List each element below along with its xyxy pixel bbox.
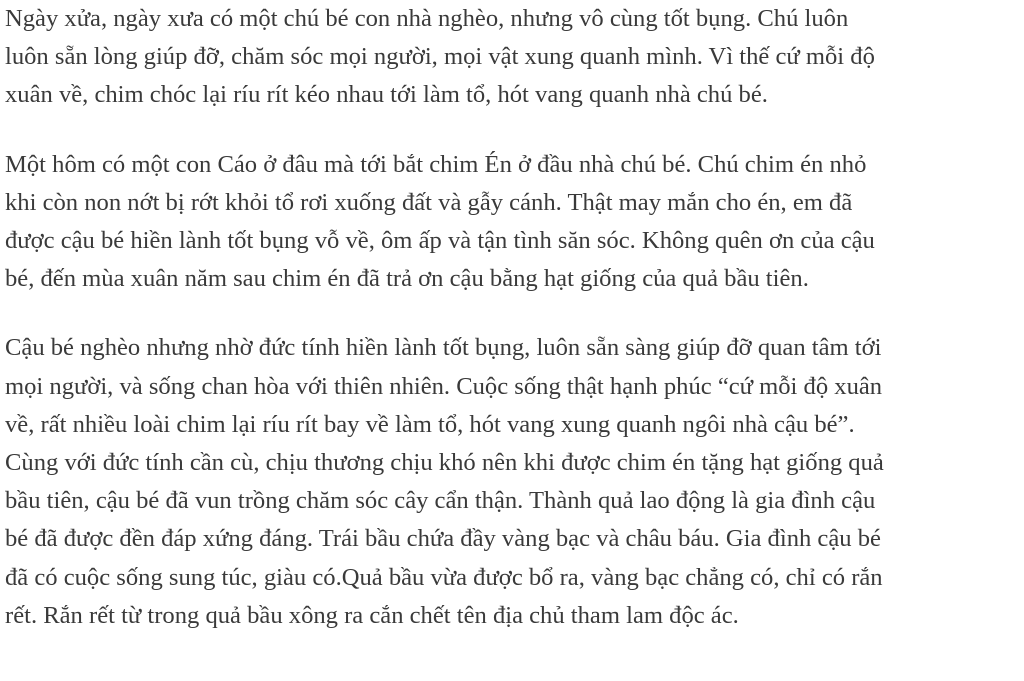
paragraph-1: [5, 0, 1019, 115]
text-line: bé, đến mùa xuân năm sau chim én đã trả ơn cậu bằng hạt giống của quả bầu tiên.: [5, 265, 809, 293]
text-line: Một hôm có một con Cáo ở đâu mà tới bắt chim Én ở đầu nhà chú bé. Chú chim én nhỏ: [5, 150, 867, 178]
text-line: rết. Rắn rết từ trong quả bầu xông ra cắn chết tên địa chủ tham lam độc ác.: [5, 601, 739, 629]
text-line: Cậu bé nghèo nhưng nhờ đức tính hiền lành tốt bụng, luôn sẵn sàng giúp đỡ quan tâm tới: [5, 334, 882, 362]
text-line: luôn sẵn lòng giúp đỡ, chăm sóc mọi người, mọi vật xung quanh mình. Vì thế cứ mỗi độ: [5, 43, 875, 71]
text-line: mọi người, và sống chan hòa với thiên nhiên. Cuộc sống thật hạnh phúc “cứ mỗi độ xuân: [5, 372, 883, 400]
text-line: Ngày xửa, ngày xưa có một chú bé con nhà nghèo, nhưng vô cùng tốt bụng. Chú luôn: [5, 5, 849, 32]
paragraph-2: [5, 146, 1019, 299]
text-line: về, rất nhiều loài chim lại ríu rít bay về làm tổ, hót vang xung quanh ngôi nhà cậu bé”.: [5, 410, 855, 438]
paragraph-3: [5, 329, 1019, 635]
text-line: khi còn non nớt bị rớt khỏi tổ rơi xuống đất và gẫy cánh. Thật may mắn cho én, em đã: [5, 188, 853, 216]
text-line: được cậu bé hiền lành tốt bụng vỗ về, ôm ấp và tận tình săn sóc. Không quên ơn của cậu: [5, 227, 875, 255]
text-line: Cùng với đức tính cần cù, chịu thương chịu khó nên khi được chim én tặng hạt giống quả: [5, 449, 884, 477]
text-line: xuân về, chim chóc lại ríu rít kéo nhau tới làm tổ, hót vang quanh nhà chú bé.: [5, 81, 768, 109]
text-line: bé đã được đền đáp xứng đáng. Trái bầu chứa đầy vàng bạc và châu báu. Gia đình cậu bé: [5, 525, 881, 553]
text-line: bầu tiên, cậu bé đã vun trồng chăm sóc cây cẩn thận. Thành quả lao động là gia đình cậu: [5, 487, 876, 515]
text-line: đã có cuộc sống sung túc, giàu có.Quả bầu vừa được bổ ra, vàng bạc chẳng có, chỉ có rắn: [5, 563, 883, 591]
